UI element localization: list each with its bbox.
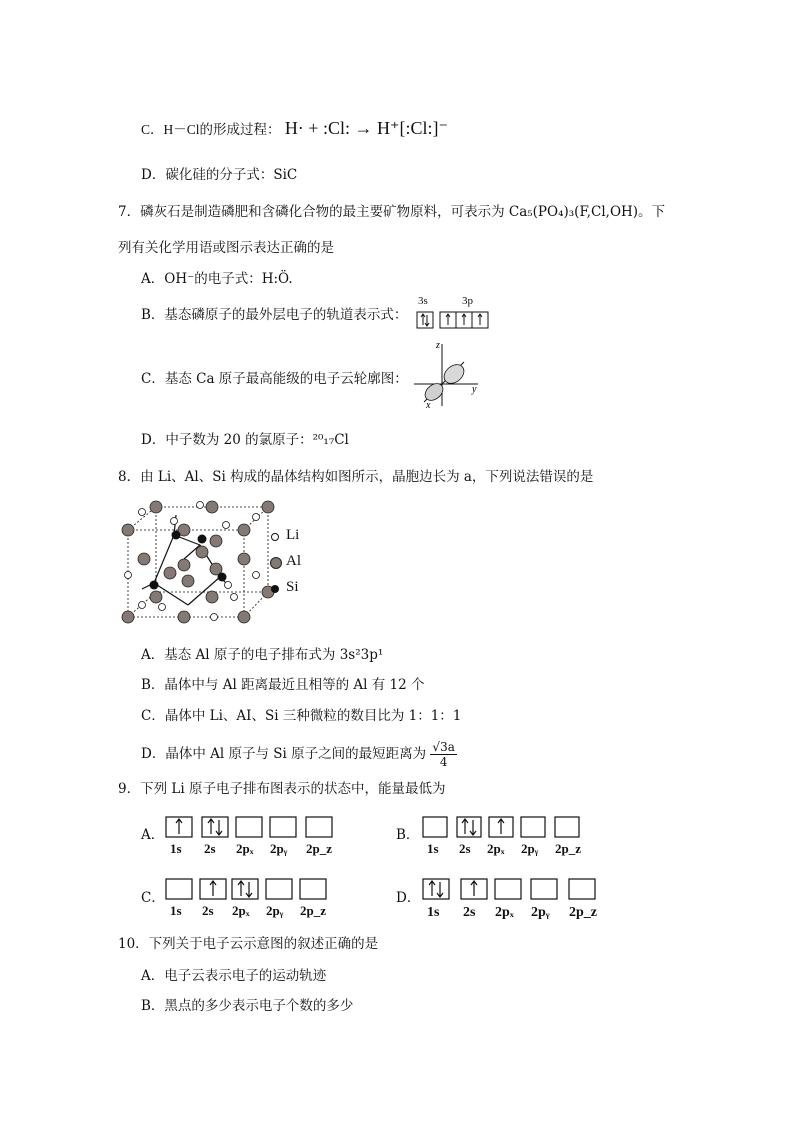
svg-text:2pᵧ: 2pᵧ xyxy=(521,841,539,856)
q7-option-b xyxy=(141,305,407,325)
svg-text:2pᵧ: 2pᵧ xyxy=(266,903,284,918)
svg-text:2pₓ: 2pₓ xyxy=(232,903,250,918)
label-3p: 3p xyxy=(462,295,473,307)
q8-d-label: D．晶体中 Al 原子与 Si 原子之间的最短距离为 xyxy=(141,746,427,762)
svg-text:2pₓ: 2pₓ xyxy=(495,905,514,920)
q8-option-b: B．晶体中与 Al 距离最近且相等的 Al 有 12 个 xyxy=(141,677,425,693)
q6-option-c xyxy=(141,118,448,140)
q8-stem: 8．由 Li、Al、Si 构成的晶体结构如图所示，晶胞边长为 a，下列说法错误的是 xyxy=(118,469,594,485)
svg-text:2s: 2s xyxy=(459,841,471,856)
q9-option-d-label: D． xyxy=(396,890,421,906)
q9-option-c-diagram xyxy=(164,877,364,921)
fraction-denominator: 4 xyxy=(439,755,448,769)
shortest-distance-fraction xyxy=(430,740,456,769)
ca-electron-cloud-diagram xyxy=(412,338,492,410)
q8-option-c: C．晶体中 Li、AI、Si 三种微粒的数目比为 1：1：1 xyxy=(141,708,462,724)
q7-option-c: C．基态 Ca 原子最高能级的电子云轮廓图： xyxy=(141,371,408,387)
svg-text:2p_z: 2p_z xyxy=(306,841,332,856)
axis-x-label: x xyxy=(426,400,431,410)
q9-option-b-label: B． xyxy=(396,827,420,843)
q9-option-a-label: A． xyxy=(141,827,165,843)
svg-text:2p_z: 2p_z xyxy=(555,841,581,856)
svg-text:2pₓ: 2pₓ xyxy=(487,841,505,856)
q7-stem-1: 7．磷灰石是制造磷肥和含磷化合物的最主要矿物原料，可表示为 Ca₅(PO₄)₃(F,Cl,OH)。下 xyxy=(118,204,666,220)
svg-text:2s: 2s xyxy=(202,903,214,918)
q10-option-b: B．黑点的多少表示电子个数的多少 xyxy=(141,998,354,1014)
label-3s: 3s xyxy=(418,295,428,307)
svg-text:2s: 2s xyxy=(463,905,476,920)
fraction-numerator: √3a xyxy=(432,740,455,754)
hcl-formation-formula: H· + :Cl: → H⁺[:Cl:]⁻ xyxy=(284,118,448,138)
q10-option-a: A．电子云表示电子的运动轨迹 xyxy=(141,968,327,984)
q8-option-d xyxy=(141,740,457,769)
phosphorus-orbital-boxes xyxy=(416,311,498,333)
si-circle-icon xyxy=(270,584,280,594)
svg-text:2pᵧ: 2pᵧ xyxy=(270,841,288,856)
q9-option-c-label: C． xyxy=(141,890,165,906)
q10-stem: 10．下列关于电子云示意图的叙述正确的是 xyxy=(118,936,379,952)
q9-stem: 9．下列 Li 原子电子排布图表示的状态中，能量最低为 xyxy=(118,781,446,797)
q7-stem-2: 列有关化学用语或图示表达正确的是 xyxy=(118,240,334,256)
q9-option-d-diagram xyxy=(421,877,621,921)
q6-option-d: D．碳化硅的分子式：SiC xyxy=(141,167,298,183)
q7-option-d: D．中子数为 20 的氯原子：²⁰₁₇Cl xyxy=(141,432,349,448)
svg-text:2p_z: 2p_z xyxy=(569,905,597,920)
svg-text:2pᵧ: 2pᵧ xyxy=(531,905,550,920)
q7-b-label: B．基态磷原子的最外层电子的轨道表示式： xyxy=(141,307,408,323)
svg-text:1s: 1s xyxy=(170,841,182,856)
q6-c-label: C．H－Cl的形成过程： xyxy=(141,122,281,137)
svg-text:2p_z: 2p_z xyxy=(300,903,326,918)
q9-option-a-diagram xyxy=(164,815,364,859)
svg-text:1s: 1s xyxy=(427,905,440,920)
al-circle-icon xyxy=(270,557,282,569)
li-circle-icon xyxy=(270,532,280,542)
q8-option-a: A．基态 Al 原子的电子排布式为 3s²3p¹ xyxy=(141,647,384,663)
q9-option-b-diagram xyxy=(421,815,621,859)
axis-y-label: y xyxy=(472,384,477,395)
q7-option-a: A．OH⁻的电子式：H:Ö. xyxy=(141,271,293,287)
svg-text:1s: 1s xyxy=(170,903,182,918)
axis-z-label: z xyxy=(436,340,440,351)
svg-text:2s: 2s xyxy=(204,841,216,856)
svg-text:2pₓ: 2pₓ xyxy=(236,841,254,856)
svg-text:1s: 1s xyxy=(427,841,439,856)
